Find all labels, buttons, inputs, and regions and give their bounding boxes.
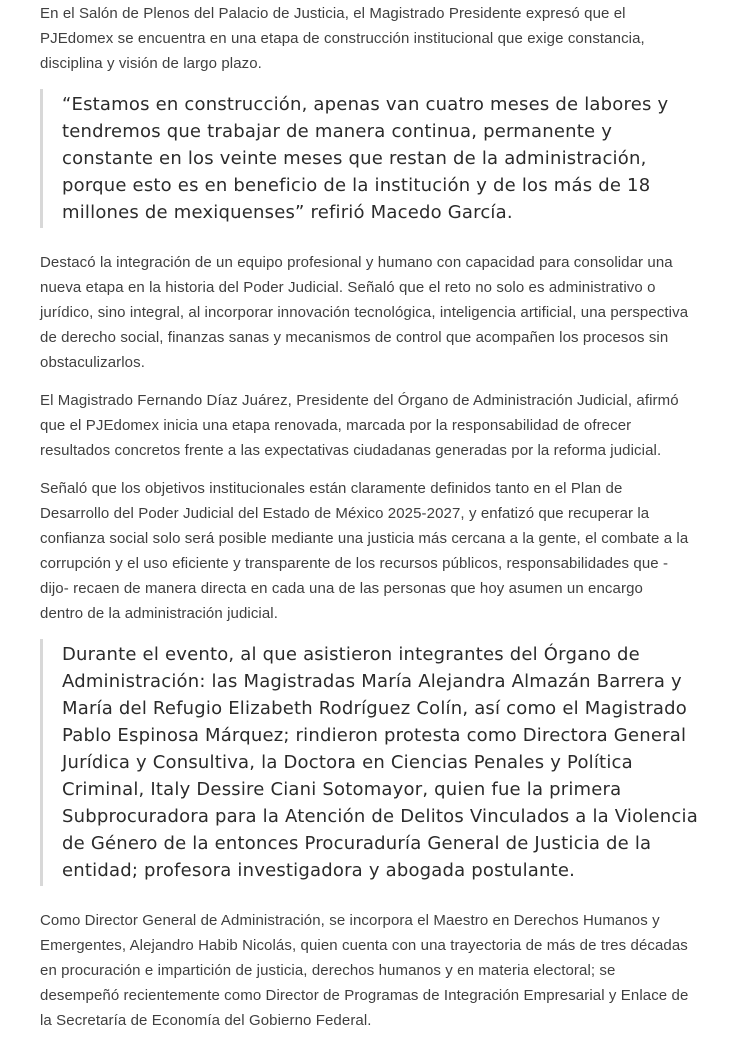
paragraph-equipo-profesional: Destacó la integración de un equipo profesional y humano con capacidad para consolidar una nueva etapa en la historia del Poder Judicial. Señaló que el reto no solo es administrativo o jurídico, sino integral, al incorporar innovación tecnológica, inteligencia artificial, una perspectiva de derecho social, finanzas sanas y mecanismos de control que acompañen los procesos sin obstaculizarlos. — [40, 254, 689, 371]
paragraph-intro: En el Salón de Plenos del Palacio de Justicia, el Magistrado Presidente expresó que el PJEdomex se encuentra en una etapa de construcción institucional que exige constancia, disciplina y visión de largo plazo. — [40, 5, 645, 72]
paragraph-diaz-juarez: El Magistrado Fernando Díaz Juárez, Presidente del Órgano de Administración Judicial, afirmó que el PJEdomex inicia una etapa renovada, marcada por la responsabilidad de ofrecer resultados concretos frente a las expectativas ciudadanas generadas por la reforma judicial. — [40, 392, 679, 459]
paragraph-habib-nicolas: Como Director General de Administración, se incorpora el Maestro en Derechos Humanos y Emergentes, Alejandro Habib Nicolás, quien cuenta con una trayectoria de más de tres décadas en procuración e impartición de justicia, derechos humanos y en materia electoral; se desempeñó recientemente como Director de Programas de Integración Empresarial y Enlace de la Secretaría de Economía del Gobierno Federal. — [40, 912, 689, 1029]
pull-quote-evento-protesta — [40, 639, 700, 886]
pull-quote-text: “Estamos en construcción, apenas van cuatro meses de labores y tendremos que trabajar de manera continua, permanente y constante en los veinte meses que restan de la administración, porque esto es en beneficio de la institución y de los más de 18 millones de mexiquenses” refirió Macedo García. — [62, 94, 669, 223]
paragraph-objetivos-institucionales: Señaló que los objetivos institucionales están claramente definidos tanto en el Plan de Desarrollo del Poder Judicial del Estado de México 2025-2027, y enfatizó que recuperar la confianza social solo será posible mediante una justicia más cercana a la gente, el combate a la corrupción y el uso eficiente y transparente de los recursos públicos, responsabilidades que -dijo- recaen de manera directa en cada una de las personas que hoy asumen un encargo dentro de la administración judicial. — [40, 480, 689, 622]
pull-quote-text: Durante el evento, al que asistieron integrantes del Órgano de Administración: las Magistradas María Alejandra Almazán Barrera y María del Refugio Elizabeth Rodríguez Colín, así como el Magistrado Pablo Espinosa Márquez; rindieron protesta como Directora General Jurídica y Consultiva, la Doctora en Ciencias Penales y Política Criminal, Italy Dessire Ciani Sotomayor, quien fue la primera Subprocuradora para la Atención de Delitos Vinculados a la Violencia de Género de la entonces Procuraduría General de Justicia de la entidad; profesora investigadora y abogada postulante. — [62, 644, 698, 881]
pull-quote-macedo-garcia — [40, 89, 700, 228]
